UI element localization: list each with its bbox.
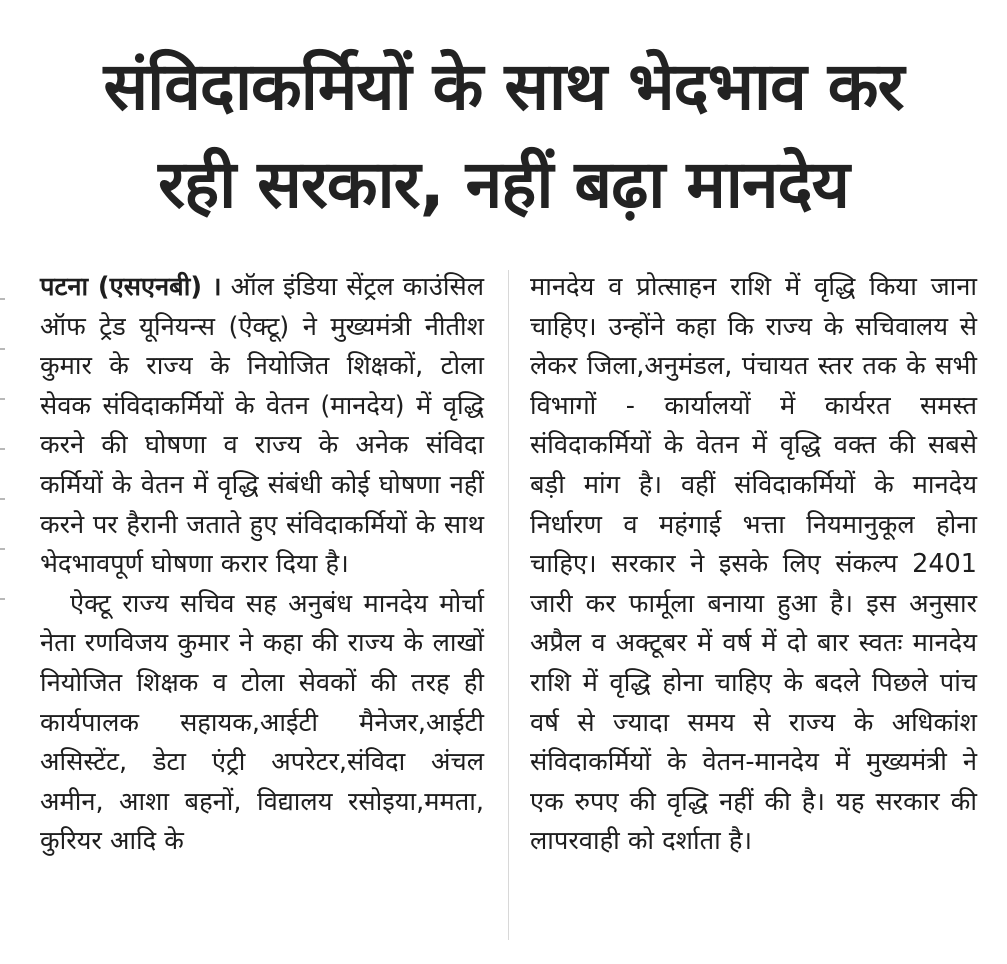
margin-tick <box>0 298 5 300</box>
article-paragraph-1 <box>40 268 484 585</box>
article-paragraph-3: मानदेय व प्रोत्साहन राशि में वृद्धि किया जाना चाहिए। उन्होंने कहा कि राज्य के सचिवालय से लेकर जिला,अनुमंडल, पंचायत स्तर तक के सभी विभागों - कार्यालयों में कार्यरत समस्त संविदाकर्मियों के वेतन में वृद्धि वक्त की सबसे बड़ी मांग है। वहीं संविदाकर्मियों के मानदेय निर्धारण व महंगाई भत्ता नियमानुकूल होना चाहिए। सरकार ने इसके लिए संकल्प 2401 जारी कर फार्मूला बनाया हुआ है। इस अनुसार अप्रैल व अक्टूबर में वर्ष में दो बार स्वतः मानदेय राशि में वृद्धि होना चाहिए के बदले पिछले पांच वर्ष से ज्यादा समय से राज्य के अधिकांश संविदाकर्मियों के वेतन-मानदेय में मुख्यमंत्री ने एक रुपए की वृद्धि नहीं की है। यह सरकार की लापरवाही को दर्शाता है। <box>530 272 977 857</box>
margin-tick <box>0 548 5 550</box>
article-paragraph-2: ऐक्टू राज्य सचिव सह अनुबंध मानदेय मोर्चा नेता रणविजय कुमार ने कहा की राज्य के लाखों नियोजित शिक्षक व टोला सेवकों की तरह ही कार्यपालक सहायक,आईटी मैनेजर,आईटी असिस्टेंट, डेटा एंट्री अपरेटर,संविदा अंचल अमीन, आशा बहनों, विद्यालय रसोइया,ममता, कुरियर आदि के <box>40 588 484 857</box>
margin-tick <box>0 598 5 600</box>
paragraph-1-text: ऑल इंडिया सेंट्रल काउंसिल ऑफ ट्रेड यूनियन्स (ऐक्टू) ने मुख्यमंत्री नीतीश कुमार के राज्य के नियोजित शिक्षकों, टोला सेवक संविदाकर्मियों के वेतन (मानदेय) में वृद्धि करने की घोषणा व राज्य के अनेक संविदा कर्मियों के वेतन में वृद्धि संबंधी कोई घोषणा नहीं करने पर हैरानी जताते हुए संविदाकर्मियों के साथ भेदभावपूर्ण घोषणा करार दिया है। <box>40 272 484 580</box>
headline-line-1: संविदाकर्मियों के साथ भेदभाव कर <box>103 48 904 125</box>
article-column-right <box>530 268 977 862</box>
margin-tick <box>0 398 5 400</box>
dateline: पटना (एसएनबी) । <box>40 272 222 302</box>
column-divider <box>508 270 509 940</box>
article-column-left <box>40 268 484 862</box>
margin-tick <box>0 448 5 450</box>
headline-line-2: रही सरकार, नहीं बढ़ा मानदेय <box>158 146 849 223</box>
margin-tick <box>0 348 5 350</box>
headline <box>20 38 987 234</box>
margin-tick <box>0 498 5 500</box>
